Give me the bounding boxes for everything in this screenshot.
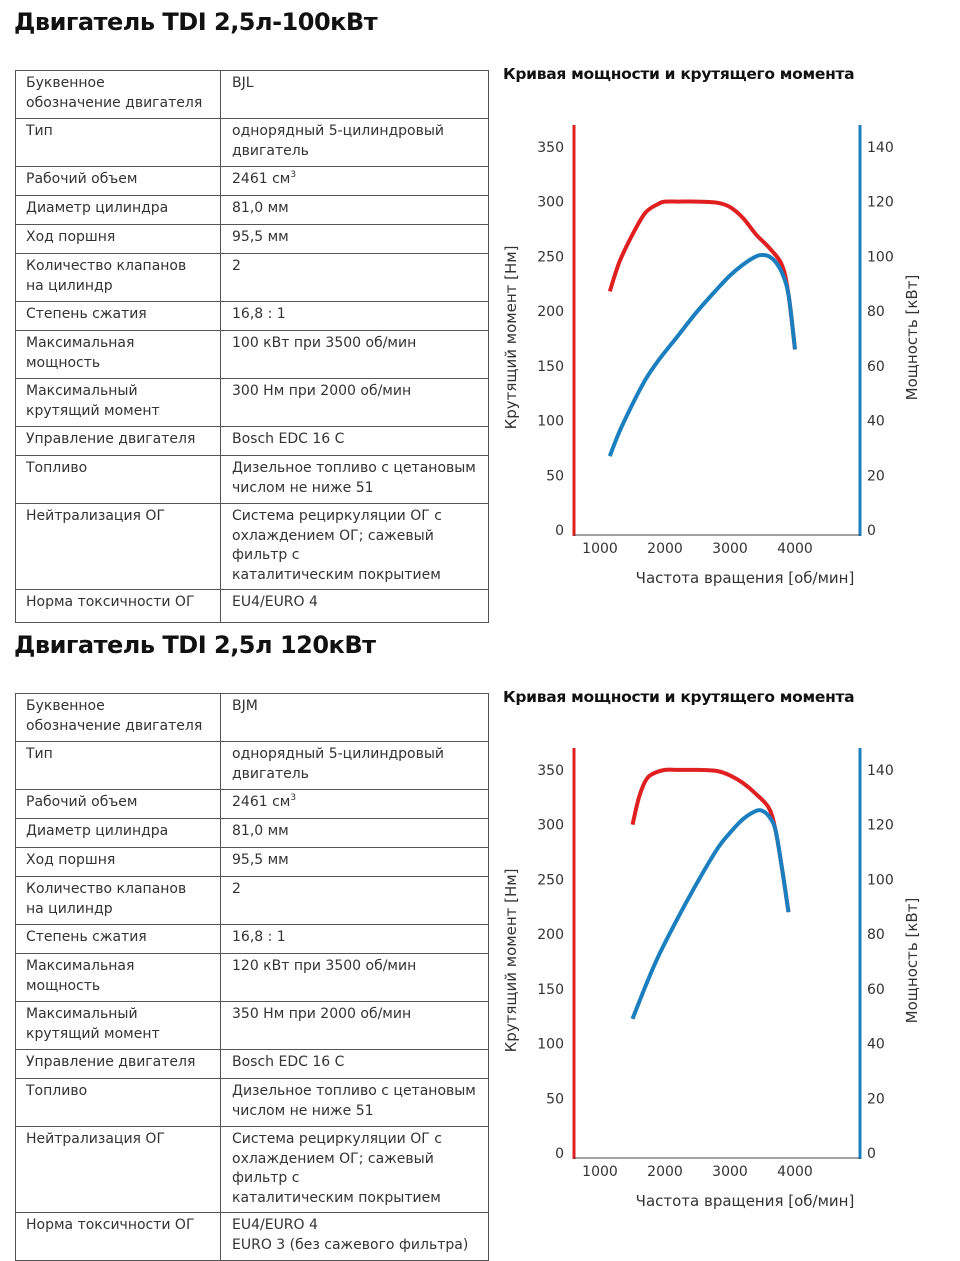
power-curve <box>633 810 789 1019</box>
spec-value <box>221 302 489 331</box>
spec-value <box>221 167 489 196</box>
spec-value-text: однорядный 5-цилиндровый двигатель <box>232 123 445 159</box>
spec-key: Тип <box>16 742 221 790</box>
spec-value <box>221 742 489 790</box>
spec-key: Нейтрализация ОГ <box>16 504 221 590</box>
spec-value-text: 2461 см <box>232 171 291 187</box>
spec-row <box>16 1213 489 1261</box>
spec-key: Степень сжатия <box>16 925 221 954</box>
y-tick-label: 50 <box>546 468 564 485</box>
y2-tick-label: 20 <box>867 1091 885 1108</box>
spec-value <box>221 925 489 954</box>
spec-value-text: Дизельное топливо с цетановым числом не ниже 51 <box>232 460 476 496</box>
y-tick-label: 250 <box>537 872 564 889</box>
spec-row <box>16 427 489 456</box>
spec-row <box>16 1127 489 1213</box>
y-tick-label: 0 <box>555 523 564 539</box>
x-tick-label: 2000 <box>647 541 683 557</box>
spec-key: Управление двигателя <box>16 1050 221 1079</box>
y-tick-label: 350 <box>537 139 564 156</box>
spec-key: Норма токсичности ОГ <box>16 590 221 623</box>
spec-value <box>221 456 489 504</box>
spec-row <box>16 954 489 1002</box>
spec-row <box>16 302 489 331</box>
spec-row <box>16 167 489 196</box>
spec-value <box>221 1127 489 1213</box>
y-tick-label: 300 <box>537 194 564 211</box>
spec-value <box>221 694 489 742</box>
spec-value-text: EU4/EURO 4 <box>232 594 318 610</box>
y2-tick-label: 100 <box>867 872 894 889</box>
y2-tick-label: 0 <box>867 1146 876 1162</box>
y-tick-label: 50 <box>546 1091 564 1108</box>
y-tick-label: 0 <box>555 1146 564 1162</box>
y2-tick-label: 140 <box>867 762 894 779</box>
spec-key: Максимальный крутящий момент <box>16 1002 221 1050</box>
x-tick-label: 1000 <box>582 541 618 557</box>
spec-row <box>16 590 489 623</box>
power-curve <box>610 255 795 456</box>
y2-tick-label: 0 <box>867 523 876 539</box>
y-tick-label: 250 <box>537 249 564 266</box>
y2-tick-label: 120 <box>867 194 894 211</box>
spec-value-text: 16,8 : 1 <box>232 929 286 945</box>
spec-value-text: 95,5 мм <box>232 852 289 868</box>
spec-value <box>221 196 489 225</box>
spec-table <box>15 693 489 1261</box>
y2-axis-label: Мощность [кВт] <box>903 897 921 1024</box>
spec-value <box>221 848 489 877</box>
spec-value-text: Система рециркуляции ОГ с охлаждением ОГ; сажевый фильтр с каталитическим покрытием <box>232 508 442 583</box>
spec-value <box>221 254 489 302</box>
spec-value <box>221 1050 489 1079</box>
y-tick-label: 100 <box>537 1036 564 1053</box>
y2-tick-label: 140 <box>867 139 894 156</box>
spec-row <box>16 225 489 254</box>
spec-key: Норма токсичности ОГ <box>16 1213 221 1261</box>
x-tick-label: 1000 <box>582 1164 618 1180</box>
spec-key: Нейтрализация ОГ <box>16 1127 221 1213</box>
spec-key: Топливо <box>16 456 221 504</box>
spec-row <box>16 1050 489 1079</box>
spec-key: Количество клапанов на цилиндр <box>16 254 221 302</box>
unit-superscript: 3 <box>290 793 297 803</box>
spec-key: Максимальный крутящий момент <box>16 379 221 427</box>
y-tick-label: 200 <box>537 304 564 321</box>
x-tick-label: 4000 <box>777 1164 813 1180</box>
spec-value <box>221 1079 489 1127</box>
spec-value-text: Bosch EDC 16 C <box>232 1054 345 1070</box>
y-tick-label: 350 <box>537 762 564 779</box>
spec-value-text: 81,0 мм <box>232 200 289 216</box>
spec-value <box>221 954 489 1002</box>
spec-row <box>16 71 489 119</box>
spec-key: Ход поршня <box>16 225 221 254</box>
spec-value-text: 300 Нм при 2000 об/мин <box>232 383 412 399</box>
spec-key: Диаметр цилиндра <box>16 196 221 225</box>
spec-row <box>16 790 489 819</box>
spec-row <box>16 848 489 877</box>
spec-key: Количество клапанов на цилиндр <box>16 877 221 925</box>
chart-title: Кривая мощности и крутящего момента <box>503 65 855 83</box>
spec-key: Управление двигателя <box>16 427 221 456</box>
spec-value <box>221 71 489 119</box>
spec-value <box>221 427 489 456</box>
spec-value <box>221 819 489 848</box>
spec-value-text: 16,8 : 1 <box>232 306 286 322</box>
spec-key: Рабочий объем <box>16 790 221 819</box>
y-tick-label: 100 <box>537 413 564 430</box>
x-axis-label: Частота вращения [об/мин] <box>635 569 855 587</box>
spec-key: Максимальная мощность <box>16 954 221 1002</box>
spec-key: Буквенное обозначение двигателя <box>16 694 221 742</box>
power-torque-chart <box>495 110 935 600</box>
y-tick-label: 150 <box>537 981 564 998</box>
spec-row <box>16 1079 489 1127</box>
engine-title: Двигатель TDI 2,5л-100кВт <box>14 8 378 36</box>
unit-superscript: 3 <box>290 170 297 180</box>
x-tick-label: 4000 <box>777 541 813 557</box>
spec-row <box>16 196 489 225</box>
spec-row <box>16 456 489 504</box>
spec-key: Максимальная мощность <box>16 331 221 379</box>
torque-curve <box>633 770 789 913</box>
spec-value-text: однорядный 5-цилиндровый двигатель <box>232 746 445 782</box>
spec-row <box>16 254 489 302</box>
spec-row <box>16 819 489 848</box>
y-axis-label: Крутящий момент [Нм] <box>502 245 520 430</box>
spec-value <box>221 379 489 427</box>
spec-key: Топливо <box>16 1079 221 1127</box>
spec-row <box>16 379 489 427</box>
spec-value <box>221 877 489 925</box>
x-axis-label: Частота вращения [об/мин] <box>635 1192 855 1210</box>
spec-value-text: EU4/EURO 4 EURO 3 (без сажевого фильтра) <box>232 1217 469 1253</box>
spec-value-text: 2 <box>232 881 241 897</box>
chart-title: Кривая мощности и крутящего момента <box>503 688 855 706</box>
y2-tick-label: 20 <box>867 468 885 485</box>
y-tick-label: 150 <box>537 358 564 375</box>
spec-value <box>221 1213 489 1261</box>
spec-value-text: Дизельное топливо с цетановым числом не ниже 51 <box>232 1083 476 1119</box>
y2-tick-label: 60 <box>867 981 885 998</box>
spec-row <box>16 877 489 925</box>
spec-value <box>221 1002 489 1050</box>
spec-value-text: Bosch EDC 16 C <box>232 431 345 447</box>
spec-value-text: 81,0 мм <box>232 823 289 839</box>
y2-tick-label: 40 <box>867 413 885 430</box>
spec-value <box>221 504 489 590</box>
spec-value <box>221 590 489 623</box>
engine-title: Двигатель TDI 2,5л 120кВт <box>14 631 376 659</box>
spec-row <box>16 119 489 167</box>
spec-key: Степень сжатия <box>16 302 221 331</box>
spec-value-text: 350 Нм при 2000 об/мин <box>232 1006 412 1022</box>
spec-value-text: BJM <box>232 698 258 714</box>
torque-curve <box>610 201 795 349</box>
y-tick-label: 300 <box>537 817 564 834</box>
spec-value <box>221 790 489 819</box>
spec-key: Ход поршня <box>16 848 221 877</box>
spec-row <box>16 504 489 590</box>
spec-value <box>221 225 489 254</box>
y2-tick-label: 80 <box>867 304 885 321</box>
power-torque-chart <box>495 733 935 1223</box>
y-tick-label: 200 <box>537 927 564 944</box>
spec-value-text: 2461 см <box>232 794 291 810</box>
spec-key: Тип <box>16 119 221 167</box>
y2-tick-label: 40 <box>867 1036 885 1053</box>
spec-row <box>16 742 489 790</box>
spec-value-text: 100 кВт при 3500 об/мин <box>232 335 417 351</box>
spec-value <box>221 331 489 379</box>
spec-value-text: 95,5 мм <box>232 229 289 245</box>
spec-value-text: BJL <box>232 75 254 91</box>
x-tick-label: 3000 <box>712 541 748 557</box>
spec-key: Рабочий объем <box>16 167 221 196</box>
y2-tick-label: 60 <box>867 358 885 375</box>
y2-tick-label: 80 <box>867 927 885 944</box>
spec-value-text: 2 <box>232 258 241 274</box>
spec-value-text: Система рециркуляции ОГ с охлаждением ОГ; сажевый фильтр с каталитическим покрытием <box>232 1131 442 1206</box>
spec-row <box>16 925 489 954</box>
spec-row <box>16 694 489 742</box>
y2-axis-label: Мощность [кВт] <box>903 274 921 401</box>
spec-key: Буквенное обозначение двигателя <box>16 71 221 119</box>
spec-row <box>16 331 489 379</box>
x-tick-label: 3000 <box>712 1164 748 1180</box>
spec-row <box>16 1002 489 1050</box>
spec-value <box>221 119 489 167</box>
y-axis-label: Крутящий момент [Нм] <box>502 868 520 1053</box>
x-tick-label: 2000 <box>647 1164 683 1180</box>
spec-value-text: 120 кВт при 3500 об/мин <box>232 958 417 974</box>
y2-tick-label: 120 <box>867 817 894 834</box>
spec-key: Диаметр цилиндра <box>16 819 221 848</box>
spec-table <box>15 70 489 623</box>
y2-tick-label: 100 <box>867 249 894 266</box>
